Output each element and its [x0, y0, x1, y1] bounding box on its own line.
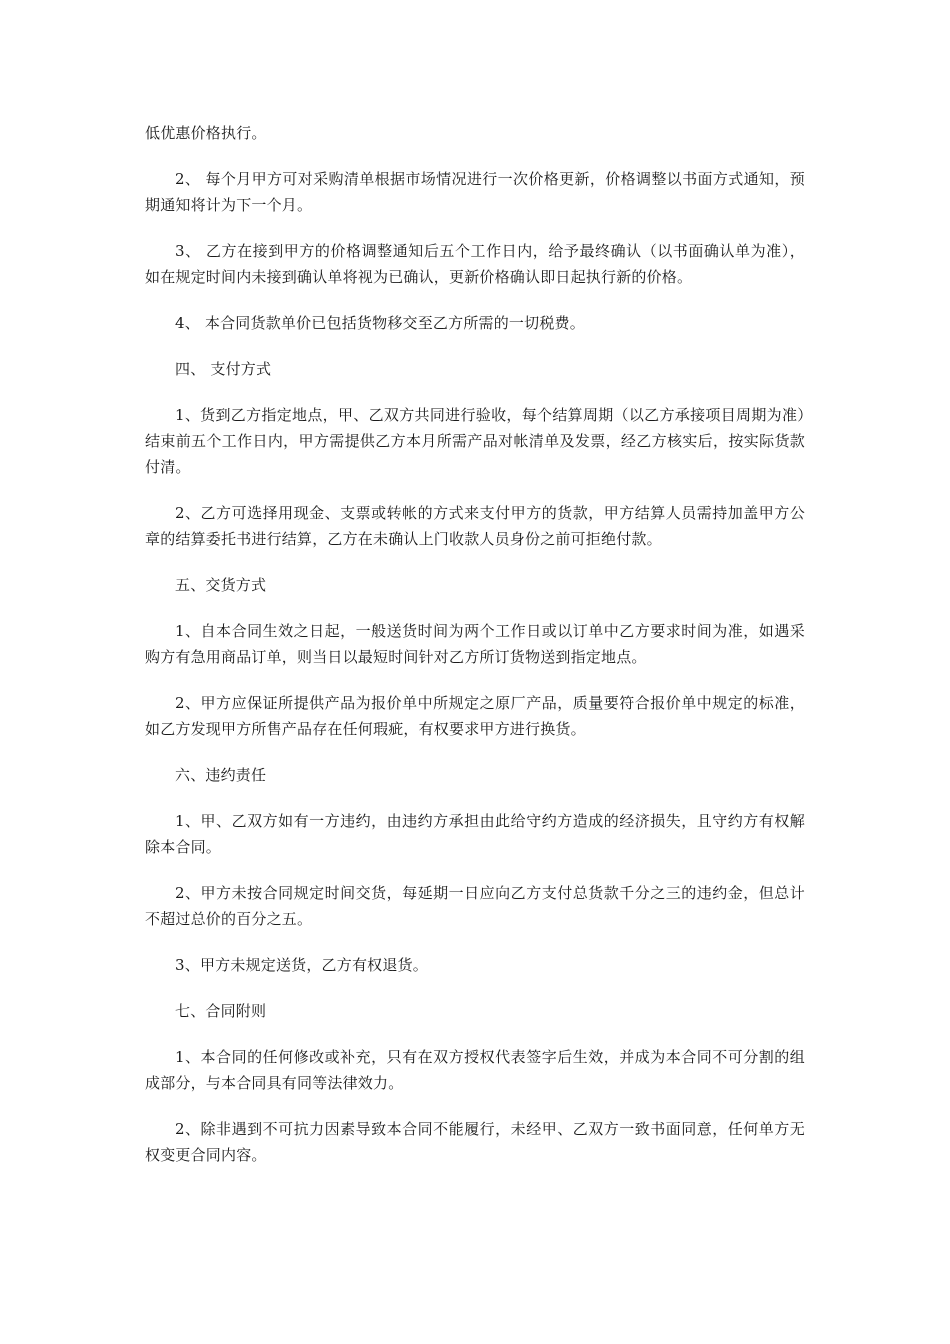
- section-heading-delivery: 五、交货方式: [175, 576, 267, 594]
- section-heading-supplementary: 七、合同附则: [175, 1002, 267, 1020]
- paragraph-continuation: 低优惠价格执行。: [145, 124, 267, 142]
- clause-price-confirmation: 3、 乙方在接到甲方的价格调整通知后五个工作日内，给予最终确认（以书面确认单为准），如在规定时间内未接到确认单将视为已确认，更新价格确认即日起执行新的价格。: [145, 242, 805, 286]
- clause-breach-loss: 1、甲、乙双方如有一方违约，由违约方承担由此给守约方造成的经济损失，且守约方有权解除本合同。: [145, 812, 805, 856]
- clause-product-quality: 2、甲方应保证所提供产品为报价单中所规定之原厂产品，质量要符合报价单中规定的标准，如乙方发现甲方所售产品存在任何瑕疵，有权要求甲方进行换货。: [145, 694, 805, 738]
- document-page: [145, 120, 805, 1188]
- clause-return-right: 3、甲方未规定送货，乙方有权退货。: [175, 956, 428, 974]
- section-heading-payment: 四、 支付方式: [175, 360, 272, 378]
- clause-late-delivery-penalty: 2、甲方未按合同规定时间交货，每延期一日应向乙方支付总货款千分之三的违约金，但总计不超过总价的百分之五。: [145, 884, 805, 928]
- clause-payment-methods: 2、乙方可选择用现金、支票或转帐的方式来支付甲方的货款，甲方结算人员需持加盖甲方公章的结算委托书进行结算，乙方在未确认上门收款人员身份之前可拒绝付款。: [145, 504, 805, 548]
- clause-payment-settlement: 1、货到乙方指定地点，甲、乙双方共同进行验收，每个结算周期（以乙方承接项目周期为准）结束前五个工作日内，甲方需提供乙方本月所需产品对帐清单及发票，经乙方核实后，按实际货款付清。: [145, 406, 805, 476]
- clause-no-unilateral-change: 2、除非遇到不可抗力因素导致本合同不能履行，未经甲、乙双方一致书面同意，任何单方无权变更合同内容。: [145, 1120, 805, 1164]
- clause-price-update: 2、 每个月甲方可对采购清单根据市场情况进行一次价格更新，价格调整以书面方式通知，预期通知将计为下一个月。: [145, 170, 805, 214]
- clause-delivery-time: 1、自本合同生效之日起，一般送货时间为两个工作日或以订单中乙方要求时间为准，如遇采购方有急用商品订单，则当日以最短时间针对乙方所订货物送到指定地点。: [145, 622, 805, 666]
- clause-amendments: 1、本合同的任何修改或补充，只有在双方授权代表签字后生效，并成为本合同不可分割的组成部分，与本合同具有同等法律效力。: [145, 1048, 805, 1092]
- clause-tax-inclusion: 4、 本合同货款单价已包括货物移交至乙方所需的一切税费。: [175, 314, 585, 332]
- section-heading-liability: 六、违约责任: [175, 766, 267, 784]
